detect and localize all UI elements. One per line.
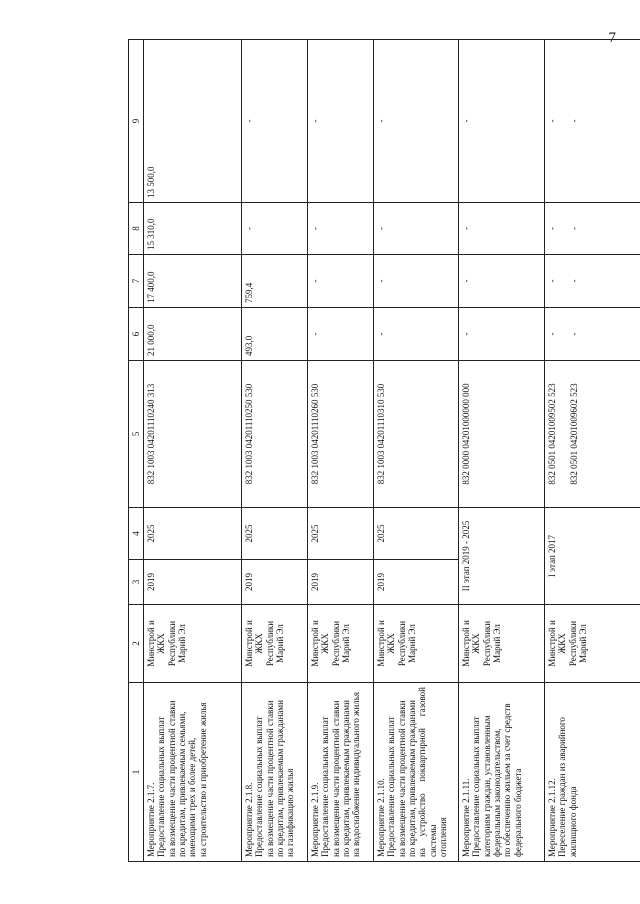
measure-name-line: федеральным законодательством, <box>492 728 503 857</box>
column-number-row <box>129 40 144 862</box>
measure-name-line: по кредитам, привлекаемым гражданами <box>341 700 352 857</box>
column-header: 9 <box>129 40 144 203</box>
value-col8: - <box>308 203 374 255</box>
value-col7: - <box>374 255 459 308</box>
measure-name-line: на возмещение части процентной ставки <box>396 700 407 857</box>
page-number: 7 <box>608 30 616 46</box>
budget-code-line: 832 0501 04201009602 523 <box>569 383 580 485</box>
value-col7: - <box>308 255 374 308</box>
start-year: 2019 <box>374 560 459 605</box>
column-header: 2 <box>129 605 144 683</box>
executor-line: Марий Эл <box>407 624 418 663</box>
executor <box>308 605 374 683</box>
value-col9: - <box>242 40 308 203</box>
value-col9: 13 500,0 <box>144 40 242 203</box>
stage-period: I этап 2017 <box>545 508 640 605</box>
measure-name-line: Предоставление социальных выплат <box>156 716 167 857</box>
measure-name <box>545 683 640 862</box>
measure-name-line: по кредитам, привлекаемым гражданами <box>407 700 418 857</box>
column-header: 5 <box>129 361 144 508</box>
table-row <box>308 40 374 862</box>
value-col6: 493,0 <box>242 308 308 361</box>
measure-name <box>144 683 242 862</box>
executor-line: Республики <box>396 620 407 667</box>
measure-name-line: Мероприятие 2.1.7. <box>146 782 156 857</box>
budget-code <box>144 361 242 508</box>
value-col7: 17 400,0 <box>144 255 242 308</box>
executor-line: Минстрой и ЖКХ <box>310 620 331 667</box>
end-year: 2025 <box>242 508 308 560</box>
value-col6: - <box>459 308 545 361</box>
end-year: 2025 <box>374 508 459 560</box>
measure-name-line: на возмещение части процентной ставки <box>264 700 275 857</box>
value-line: - <box>569 332 580 336</box>
measure-name-line: жилищного фонда <box>567 786 578 857</box>
executor <box>242 605 308 683</box>
value-col9: - <box>374 40 459 203</box>
measure-name-line: Предоставление социальных выплат <box>320 716 331 857</box>
executor-line: Республики <box>264 620 275 667</box>
table-row <box>459 40 545 862</box>
start-year: 2019 <box>308 560 374 605</box>
measure-name-line: на возмещение части процентной ставки <box>330 700 341 857</box>
value-line: - <box>547 227 557 230</box>
measure-name-line: отопления <box>438 817 449 857</box>
measure-name-line: Предоставление социальных выплат <box>471 716 482 857</box>
end-year: 2025 <box>144 508 242 560</box>
executor-line: Марий Эл <box>275 624 286 663</box>
value-col6: - <box>374 308 459 361</box>
budget-code-line: 832 1003 04201110260 530 <box>310 383 320 485</box>
budget-code <box>242 361 308 508</box>
column-header: 1 <box>129 683 144 862</box>
start-year: 2019 <box>242 560 308 605</box>
executor-line: Республики <box>481 620 492 667</box>
start-year: 2019 <box>144 560 242 605</box>
measure-name-line: имеющими трех и более детей, <box>187 737 198 857</box>
column-header: 4 <box>129 508 144 560</box>
value-col9: - <box>308 40 374 203</box>
value-col8: - <box>374 203 459 255</box>
budget-code-line: 832 0000 04201000000 000 <box>461 383 471 485</box>
measure-name-line: на устройство поквартирной газовой системы <box>417 687 438 857</box>
table-row <box>374 40 459 862</box>
measure-name <box>308 683 374 862</box>
measure-name-line: Мероприятие 2.1.12. <box>547 778 557 857</box>
measure-name-line: Мероприятие 2.1.11. <box>461 778 471 857</box>
stage-period: II этап 2019 - 2025 <box>459 508 545 605</box>
executor <box>545 605 640 683</box>
executor-line: Марий Эл <box>492 624 503 663</box>
value-col8: 15 310,0 <box>144 203 242 255</box>
value-col6: 21 000,0 <box>144 308 242 361</box>
executor <box>374 605 459 683</box>
value-col6: - <box>308 308 374 361</box>
measure-name-line: Мероприятие 2.1.10. <box>376 778 386 857</box>
measure-name-line: на газификацию жилья <box>285 768 296 857</box>
value-line: - <box>569 227 580 230</box>
value-line: - <box>547 332 557 336</box>
measure-name-line: по кредитам, привлекаемым семьями, <box>177 711 188 857</box>
value-line: - <box>569 279 580 283</box>
executor-line: Марий Эл <box>177 624 188 663</box>
executor-line: Минстрой и ЖКХ <box>146 620 167 667</box>
executor <box>459 605 545 683</box>
rotated-table-wrapper <box>128 40 640 862</box>
executor-line: Минстрой и ЖКХ <box>244 620 265 667</box>
column-header: 8 <box>129 203 144 255</box>
value-col7: 759,4 <box>242 255 308 308</box>
measure-name-line: категориям граждан, установленным <box>481 715 492 857</box>
budget-code <box>545 361 640 508</box>
measure-name <box>459 683 545 862</box>
value-col8 <box>545 203 640 255</box>
measure-name-line: Предоставление социальных выплат <box>254 716 265 857</box>
measure-name-line: по кредитам, привлекаемым гражданами <box>275 700 286 857</box>
value-col7: - <box>459 255 545 308</box>
value-col9: - <box>459 40 545 203</box>
budget-code <box>374 361 459 508</box>
measure-name-line: федерального бюджета <box>512 768 523 857</box>
executor-line: Минстрой и ЖКХ <box>376 620 397 667</box>
budget-code <box>459 361 545 508</box>
table-row <box>545 40 640 862</box>
measure-name-line: Переселение граждан из аварийного <box>557 717 568 857</box>
budget-code-line: 832 1003 04201110240 313 <box>146 383 156 485</box>
measure-name <box>242 683 308 862</box>
column-header: 7 <box>129 255 144 308</box>
value-line: - <box>547 119 557 123</box>
measure-name-line: по обеспечению жильем за счет средств <box>502 703 513 857</box>
executor-line: Республики <box>330 620 341 667</box>
measure-name <box>374 683 459 862</box>
executor-line: Республики <box>567 620 578 667</box>
measure-name-line: на строительство и приобретение жилья <box>197 702 208 857</box>
column-header: 3 <box>129 560 144 605</box>
value-col8: - <box>459 203 545 255</box>
measure-name-line: Мероприятие 2.1.9. <box>310 782 320 857</box>
end-year: 2025 <box>308 508 374 560</box>
table-row <box>144 40 242 862</box>
value-col7 <box>545 255 640 308</box>
budget-code-line: 832 1003 04201110250 530 <box>244 383 254 485</box>
value-col9 <box>545 40 640 203</box>
budget-code-line: 832 0501 04201009502 523 <box>547 383 557 485</box>
measure-name-line: на возмещение части процентной ставки <box>166 700 177 857</box>
executor-line: Минстрой и ЖКХ <box>461 620 482 667</box>
executor <box>144 605 242 683</box>
value-col6 <box>545 308 640 361</box>
executor-line: Республики <box>166 620 177 667</box>
measure-name-line: на водоснабжение индивидуального жилья <box>351 692 362 857</box>
column-header: 6 <box>129 308 144 361</box>
executor-line: Марий Эл <box>341 624 352 663</box>
value-line: - <box>569 119 580 123</box>
value-col8: - <box>242 203 308 255</box>
measures-table <box>128 39 640 862</box>
executor-line: Минстрой и ЖКХ <box>547 620 568 667</box>
executor-line: Марий Эл <box>578 624 589 663</box>
measure-name-line: Мероприятие 2.1.8. <box>244 782 254 857</box>
budget-code <box>308 361 374 508</box>
table-row <box>242 40 308 862</box>
measure-name-line: Предоставление социальных выплат <box>386 716 397 857</box>
value-line: - <box>547 279 557 283</box>
budget-code-line: 832 1003 04201110310 530 <box>376 383 386 485</box>
